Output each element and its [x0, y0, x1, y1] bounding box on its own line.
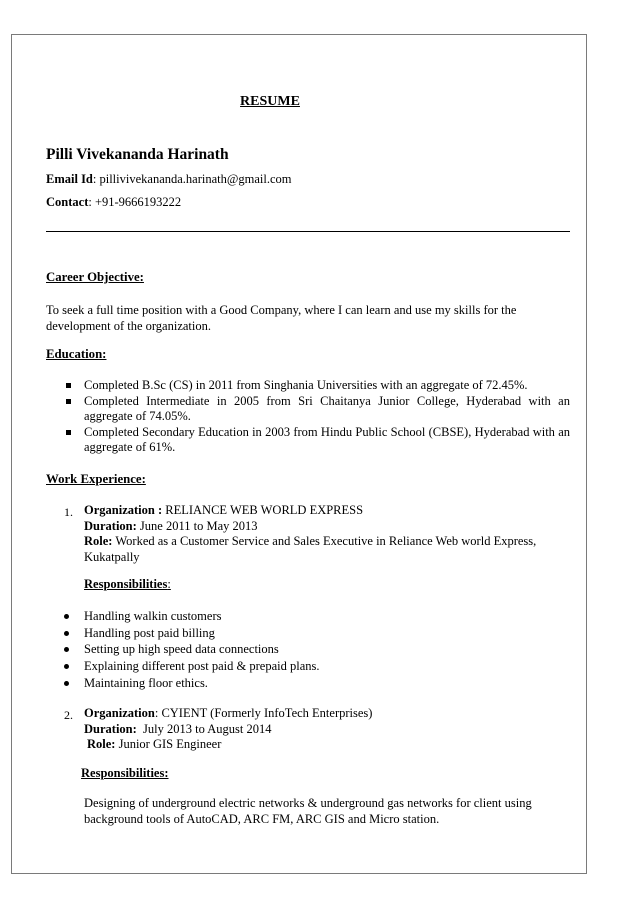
responsibilities-heading: Responsibilities:: [84, 577, 171, 591]
education-item: Completed Intermediate in 2005 from Sri Chaitanya Junior College, Hyderabad with an aggregate of 74.05%.: [58, 394, 570, 425]
education-heading: Education:: [46, 347, 107, 361]
responsibility-item: Setting up high speed data connections: [58, 641, 570, 658]
responsibility-item: Handling walkin customers: [58, 608, 570, 625]
job-number: 2.: [64, 708, 73, 722]
round-bullet-icon: [64, 631, 69, 636]
job-details: [84, 706, 570, 753]
resume-title: RESUME: [240, 94, 300, 109]
email-line: [46, 172, 292, 187]
role-line: Role: Junior GIS Engineer: [87, 737, 222, 751]
responsibility-item: Explaining different post paid & prepaid plans.: [58, 658, 570, 675]
role-line: Role: Worked as a Customer Service and Sales Executive in Reliance Web world Express, Kukatpally: [84, 534, 537, 564]
email-value: : pillivivekananda.harinath@gmail.com: [92, 172, 292, 186]
responsibilities-text: Designing of underground electric networks & underground gas networks for client using background tools of AutoCAD, ARC FM, ARC GIS and Micro station.: [84, 796, 532, 826]
square-bullet-icon: [66, 399, 71, 404]
contact-line: [46, 195, 181, 210]
round-bullet-icon: [64, 681, 69, 686]
contact-label: Contact: [46, 195, 89, 209]
duration-line: Duration: July 2013 to August 2014: [84, 721, 272, 736]
header-divider: [46, 231, 570, 232]
candidate-name: Pilli Vivekananda Harinath: [46, 146, 229, 163]
education-list: [58, 378, 570, 456]
organization-line: Organization : RELIANCE WEB WORLD EXPRESS: [84, 503, 364, 517]
square-bullet-icon: [66, 383, 71, 388]
round-bullet-icon: [64, 614, 69, 619]
duration-line: Duration: June 2011 to May 2013: [84, 518, 258, 533]
responsibilities-heading: Responsibilities:: [81, 766, 169, 780]
responsibility-item: Handling post paid billing: [58, 625, 570, 642]
organization-line: Organization: CYIENT (Formerly InfoTech Enterprises): [84, 706, 373, 720]
round-bullet-icon: [64, 664, 69, 669]
contact-value: : +91-9666193222: [88, 195, 182, 209]
work-experience-heading: Work Experience:: [46, 472, 146, 486]
responsibilities-list: [58, 608, 570, 692]
career-objective-heading: Career Objective:: [46, 270, 144, 284]
email-label: Email Id: [46, 172, 93, 186]
round-bullet-icon: [64, 647, 69, 652]
job-details: [84, 503, 570, 565]
education-item: Completed Secondary Education in 2003 from Hindu Public School (CBSE), Hyderabad with an aggregate of 61%.: [58, 425, 570, 456]
education-item: Completed B.Sc (CS) in 2011 from Singhania Universities with an aggregate of 72.45%.: [58, 378, 570, 394]
career-objective-text: To seek a full time position with a Good Company, where I can learn and use my skills for the development of the organization.: [46, 303, 517, 333]
square-bullet-icon: [66, 430, 71, 435]
responsibility-item: Maintaining floor ethics.: [58, 675, 570, 692]
job-number: 1.: [64, 505, 73, 519]
